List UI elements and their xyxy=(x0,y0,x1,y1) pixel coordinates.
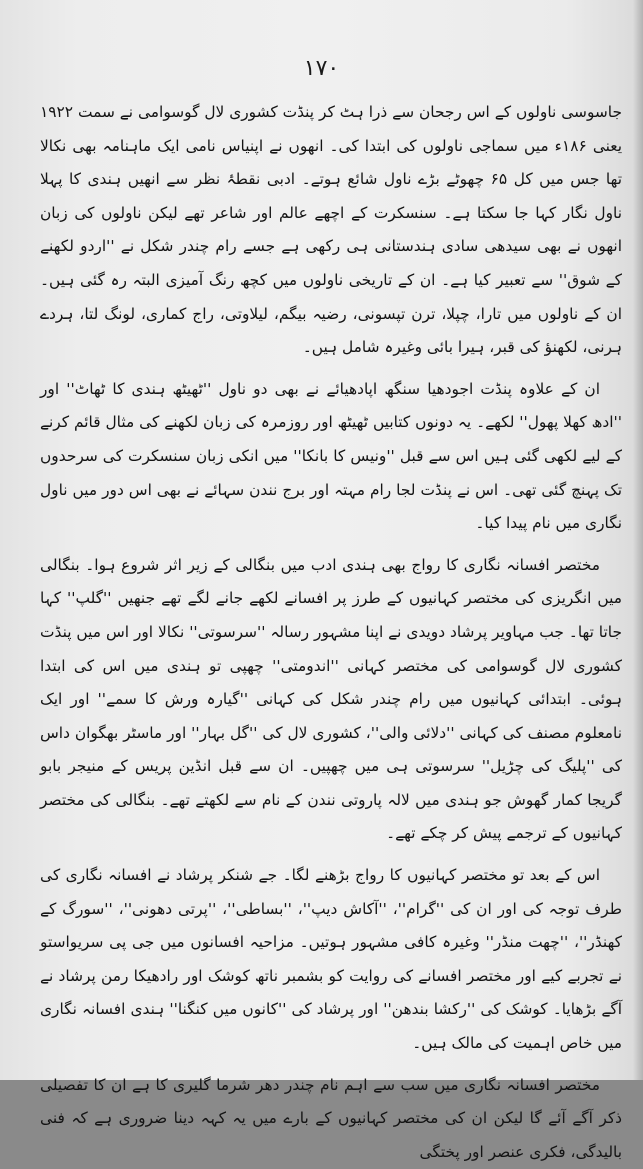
paragraph-5: مختصر افسانہ نگاری میں سب سے اہم نام چندر دھر شرما گلیری کا ہے ان کا تفصیلی ذکر آگے آئے گا لیکن ان کی مختصر کہانیوں کے بارے میں یہ کہہ دینا ضروری ہے کہ فنی بالیدگی، فکری عنصر اور پختگی xyxy=(40,1075,622,1161)
paragraph-3: مختصر افسانہ نگاری کا رواج بھی ہندی ادب میں بنگالی کے زیر اثر شروع ہوا۔ بنگالی میں انگریزی کی مختصر کہانیوں کے طرز پر افسانے لکھے جانے لگے تھے جنھیں ''گلپ'' کہا جاتا تھا۔ جب مہاویر پرشاد دویدی نے اپنا مشہور رسالہ ''سرسوتی'' نکالا اور اس میں پنڈت کشوری لال گوسوامی کی مختصر کہانی ''اندومتی'' چھپی تو ہندی میں اس کی ابتدا ہوئی۔ ابتدائی کہانیوں میں رام چندر شکل کی کہانی ''گیارہ ورش کا سمے'' اور ایک نامعلوم مصنف کی کہانی ''دلائی والی''، کشوری لال کی ''گل بہار'' اور ماسٹر بھگوان داس کی ''پلیگ کی چڑیل'' سرسوتی ہی میں چھپیں۔ ان سے قبل انڈین پریس کے منیجر بابو گریجا کمار گھوش جو ہندی میں لالہ پاروتی نندن کے نام سے لکھتے تھے۔ بنگالی کی مختصر کہانیوں کے ترجمے پیش کر چکے تھے۔ xyxy=(40,555,622,843)
page-number: ۱۷۰ xyxy=(303,56,340,81)
body-text xyxy=(40,96,622,1169)
paragraph-2: ان کے علاوہ پنڈت اجودھیا سنگھ اپادھیائے نے بھی دو ناول ''ٹھیٹھ ہندی کا ٹھاٹ'' اور ''ادھ کھلا پھول'' لکھے۔ یہ دونوں کتابیں ٹھیٹھ اور روزمرہ کی زبان لکھنے کی مثال قائم کرنے کے لیے لکھی گئی ہیں اس سے قبل ''ونیس کا بانکا'' میں انکی زبان سنسکرت کی سرحدوں تک پہنچ گئی تھی۔ اس نے پنڈت لجا رام مہتہ اور برج نندن سہائے نے بھی اس دور میں ناول نگاری میں نام پیدا کیا۔ xyxy=(40,379,622,533)
page-edge-shadow xyxy=(633,0,643,1080)
paragraph-1: جاسوسی ناولوں کے اس رجحان سے ذرا ہٹ کر پنڈت کشوری لال گوسوامی نے سمت ۱۹۲۲ یعنی ۱۸۶ء میں سماجی ناولوں کی ابتدا کی۔ انھوں نے اپنیاس نامی ایک ماہنامہ بھی نکالا تھا جس میں کل ۶۵ چھوٹے بڑے ناول شائع ہوتے۔ ادبی نقطۂ نظر سے انھیں ہندی کا پہلا ناول نگار کہا جا سکتا ہے۔ سنسکرت کے اچھے عالم اور شاعر تھے لیکن ناولوں کی زبان انھوں نے بھی سیدھی سادی ہندستانی ہی رکھی ہے جسے رام چندر شکل نے ''اردو لکھنے کے شوق'' سے تعبیر کیا ہے۔ ان کے تاریخی ناولوں میں کچھ رنگ آمیزی البتہ رہ گئی ہیں۔ ان کے ناولوں میں تارا، چپلا، ترن تپسونی، رضیہ بیگم، لیلاوتی، راج کماری، لونگ لتا، ہردے ہرنی، لکھنؤ کی قبر، ہیرا بائی وغیرہ شامل ہیں۔ xyxy=(40,103,622,357)
paragraph-4: اس کے بعد تو مختصر کہانیوں کا رواج بڑھنے لگا۔ جے شنکر پرشاد نے افسانہ نگاری کی طرف توجہ کی اور ان کی ''گرام''، ''آکاش دیپ''، ''بساطی''، ''پرتی دھونی''، ''سورگ کے کھنڈر''، ''چھت منڈر'' وغیرہ کافی مشہور ہوتیں۔ مزاحیہ افسانوں میں جی پی سریواستو نے تجربے کیے اور مختصر افسانے کی روایت کو بشمبر ناتھ کوشک اور رادھیکا رمن پرشاد نے آگے بڑھایا۔ کوشک کی ''رکشا بندھن'' اور پرشاد کی ''کانوں میں کنگنا'' ہندی افسانہ نگاری میں خاص اہمیت کی مالک ہیں۔ xyxy=(40,866,622,1053)
